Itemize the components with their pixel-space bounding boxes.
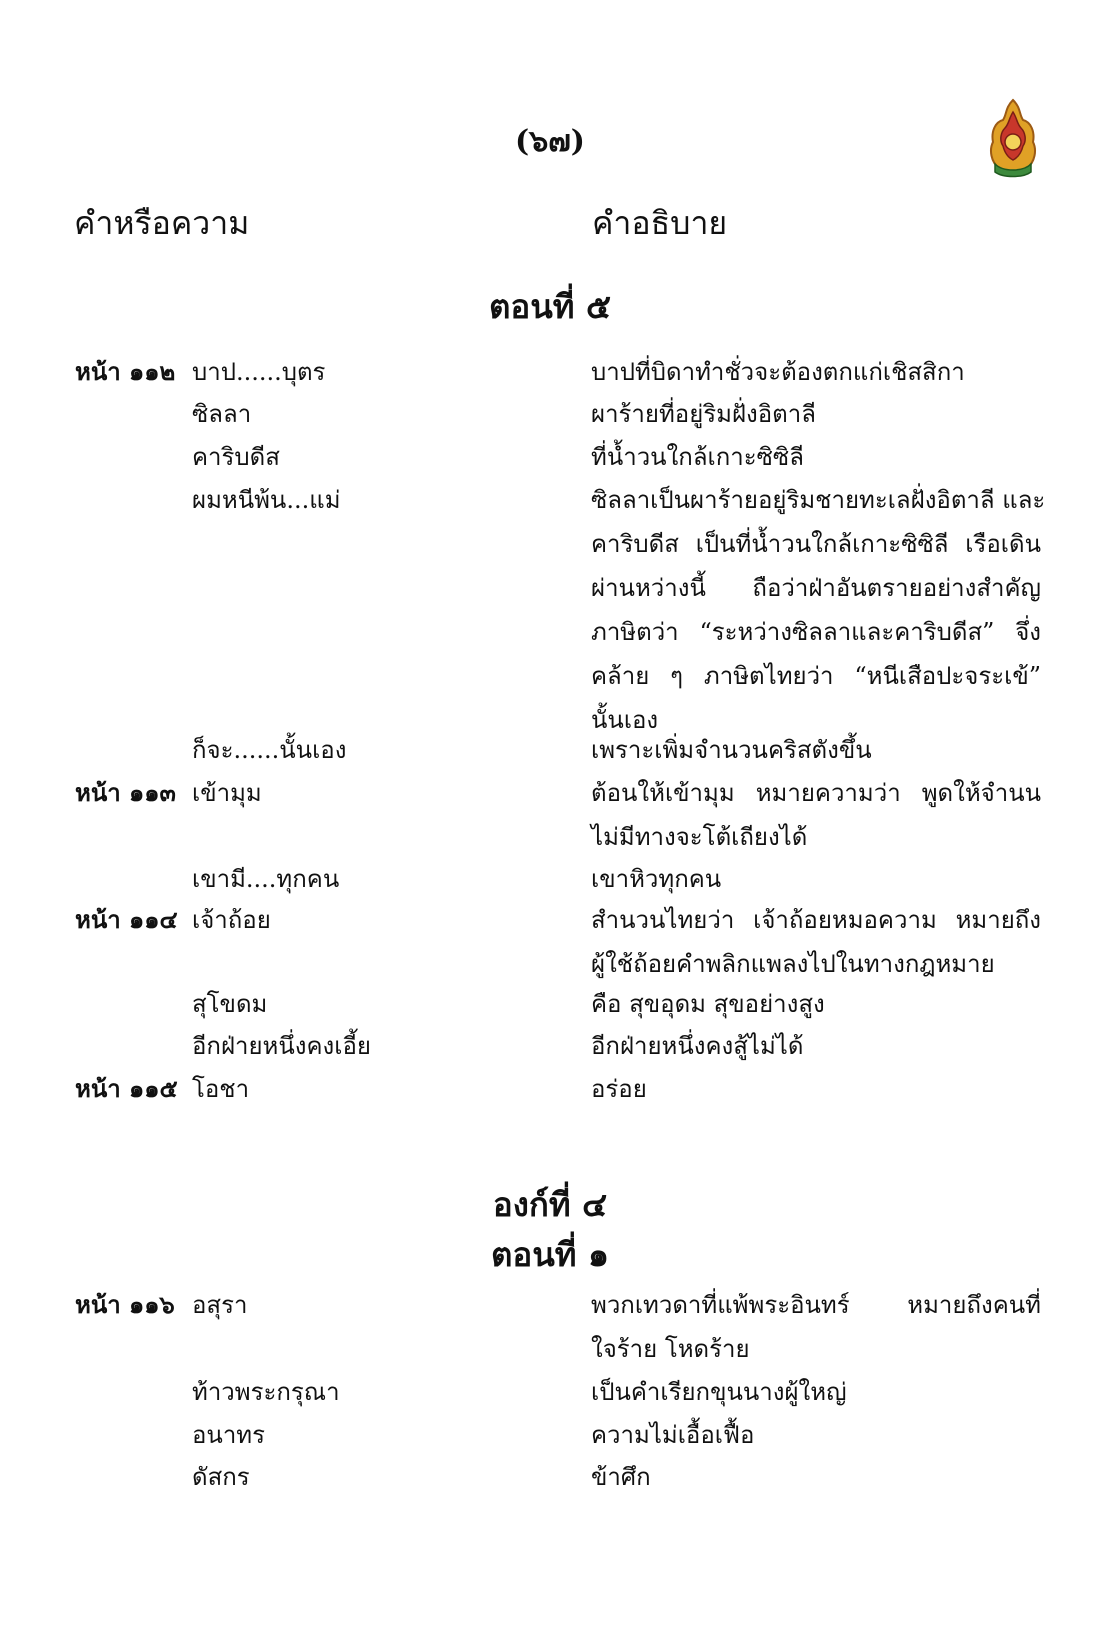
glossary-term: เขามี....ทุกคน [192,865,340,893]
explanation-line: ผาร้ายที่อยู่ริมฝั่งอิตาลี [591,400,816,428]
glossary-explanation [591,1024,1041,1068]
explanation-line: อร่อย [591,1075,647,1103]
column-header-explanation: คำอธิบาย [592,204,728,242]
page-reference: หน้า ๑๑๒ [75,357,176,386]
glossary-explanation [591,1283,1041,1371]
explanation-line: ผ่านหว่างนี้ ถือว่าฝ่าอันตรายอย่างสำคัญ [591,574,1041,602]
explanation-line: ใจร้าย โหดร้าย [591,1335,750,1363]
explanation-line: เพราะเพิ่มจำนวนคริสตังขึ้น [591,736,872,764]
glossary-term: อีกฝ่ายหนึ่งคงเอี้ย [192,1032,371,1060]
explanation-line: ความไม่เอื้อเฟื้อ [591,1421,755,1449]
explanation-line: คล้าย ๆ ภาษิตไทยว่า “หนีเสือปะจระเข้” [591,662,1041,690]
page-reference: หน้า ๑๑๕ [75,1074,178,1103]
glossary-term: ผมหนีพ้น...แม่ [192,486,341,514]
section-heading: ตอนที่ ๕ [488,287,612,326]
explanation-line: เขาหิวทุกคน [591,865,722,893]
explanation-line: ข้าศึก [591,1463,651,1491]
glossary-explanation [591,435,1041,479]
emblem-logo [985,98,1041,178]
explanation-line: นั้นเอง [591,706,659,734]
glossary-explanation [591,1455,1041,1499]
explanation-line: พวกเทวดาที่แพ้พระอินทร์ หมายถึงคนที่ [591,1291,1041,1319]
glossary-explanation [591,771,1041,859]
glossary-explanation [591,1067,1041,1111]
explanation-line: คาริบดีส เป็นที่น้ำวนใกล้เกาะซิซิลี เรือเดิน [591,530,1041,558]
glossary-explanation [591,392,1041,436]
explanation-line: บาปที่บิดาทำชั่วจะต้องตกแก่เชิสสิกา [591,358,965,386]
glossary-term: เข้ามุม [192,779,262,807]
section-heading: ตอนที่ ๑ [491,1235,609,1274]
page-reference: หน้า ๑๑๖ [75,1290,175,1319]
glossary-term: บาป......บุตร [192,358,326,386]
page-number: (๖๗) [515,124,585,159]
glossary-term: โอชา [192,1075,250,1103]
column-header-term: คำหรือความ [74,204,250,242]
glossary-term: ท้าวพระกรุณา [192,1378,340,1406]
act-heading: องก์ที่ ๔ [492,1185,608,1224]
glossary-term: ก็จะ......นั้นเอง [192,736,347,764]
page-reference: หน้า ๑๑๓ [75,778,176,807]
glossary-term: อนาทร [192,1421,266,1449]
glossary-explanation [591,982,1041,1026]
explanation-line: สำนวนไทยว่า เจ้าถ้อยหมอความ หมายถึง [591,906,1041,934]
glossary-explanation [591,857,1041,901]
explanation-line: ผู้ใช้ถ้อยคำพลิกแพลงไปในทางกฎหมาย [591,950,995,978]
explanation-line: อีกฝ่ายหนึ่งคงสู้ไม่ได้ [591,1032,804,1060]
glossary-explanation [591,1413,1041,1457]
explanation-line: ภาษิตว่า “ระหว่างซิลลาและคาริบดีส” จึ่ง [591,618,1041,646]
explanation-line: คือ สุขอุดม สุขอย่างสูง [591,990,825,1018]
explanation-line: ซิลลาเป็นผาร้ายอยู่ริมชายทะเลฝั่งอิตาลี และ [591,486,1046,514]
explanation-line: ต้อนให้เข้ามุม หมายความว่า พูดให้จำนน [591,779,1041,807]
glossary-term: ดัสกร [192,1463,250,1491]
glossary-term: เจ้าถ้อย [192,906,271,934]
glossary-explanation [591,350,1041,394]
glossary-explanation [591,478,1046,742]
explanation-line: ไม่มีทางจะโต้เถียงได้ [591,823,808,851]
glossary-explanation [591,898,1041,986]
glossary-term: คาริบดีส [192,443,280,471]
explanation-line: เป็นคำเรียกขุนนางผู้ใหญ่ [591,1378,847,1406]
glossary-term: สุโขดม [192,990,268,1018]
glossary-term: อสุรา [192,1291,248,1319]
glossary-explanation [591,728,1041,772]
page-reference: หน้า ๑๑๔ [75,905,178,934]
explanation-line: ที่น้ำวนใกล้เกาะซิซิลี [591,443,804,471]
glossary-term: ซิลลา [192,400,252,428]
glossary-explanation [591,1370,1041,1414]
